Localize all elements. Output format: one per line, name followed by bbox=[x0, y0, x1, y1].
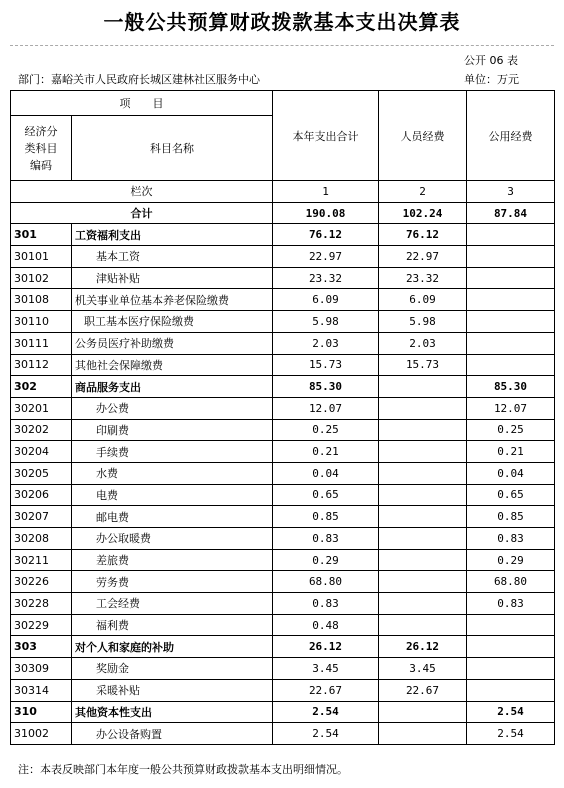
table-row bbox=[11, 571, 555, 593]
row-name: 其他社会保障缴费 bbox=[72, 354, 273, 376]
row-code: 303 bbox=[11, 636, 72, 658]
table-row bbox=[11, 723, 555, 745]
column-number: 3 bbox=[467, 181, 555, 203]
unit-label: 单位：万元 bbox=[464, 73, 519, 86]
table-row bbox=[11, 549, 555, 571]
header-public: 公用经费 bbox=[467, 91, 555, 181]
page-title: 一般公共预算财政拨款基本支出决算表 bbox=[103, 10, 461, 34]
column-number: 1 bbox=[273, 181, 379, 203]
row-personnel: 5.98 bbox=[379, 311, 467, 333]
row-total: 0.83 bbox=[273, 593, 379, 615]
row-code: 310 bbox=[11, 701, 72, 723]
table-row bbox=[11, 441, 555, 463]
row-personnel bbox=[379, 549, 467, 571]
summary-label: 合计 bbox=[11, 202, 273, 224]
row-name: 水费 bbox=[72, 462, 273, 484]
row-name: 办公取暖费 bbox=[72, 528, 273, 550]
table-row bbox=[11, 376, 555, 398]
row-name: 劳务费 bbox=[72, 571, 273, 593]
row-personnel: 6.09 bbox=[379, 289, 467, 311]
summary-total: 190.08 bbox=[273, 202, 379, 224]
row-personnel: 23.32 bbox=[379, 267, 467, 289]
row-name: 办公设备购置 bbox=[72, 723, 273, 745]
row-public: 2.54 bbox=[467, 701, 555, 723]
row-public: 0.04 bbox=[467, 462, 555, 484]
row-total: 0.48 bbox=[273, 614, 379, 636]
row-total: 0.29 bbox=[273, 549, 379, 571]
row-personnel: 22.67 bbox=[379, 679, 467, 701]
row-code: 30111 bbox=[11, 332, 72, 354]
row-public: 0.25 bbox=[467, 419, 555, 441]
row-code: 30201 bbox=[11, 397, 72, 419]
row-total: 2.54 bbox=[273, 701, 379, 723]
row-public bbox=[467, 311, 555, 333]
row-name: 电费 bbox=[72, 484, 273, 506]
summary-public: 87.84 bbox=[467, 202, 555, 224]
expenditure-table bbox=[10, 90, 555, 745]
row-name: 奖励金 bbox=[72, 658, 273, 680]
row-name: 印刷费 bbox=[72, 419, 273, 441]
row-code: 30228 bbox=[11, 593, 72, 615]
row-total: 2.54 bbox=[273, 723, 379, 745]
table-row bbox=[11, 311, 555, 333]
header-item-name: 科目名称 bbox=[72, 116, 273, 181]
row-total: 68.80 bbox=[273, 571, 379, 593]
row-name: 基本工资 bbox=[72, 246, 273, 268]
row-name: 工资福利支出 bbox=[72, 224, 273, 246]
row-personnel bbox=[379, 723, 467, 745]
row-name: 公务员医疗补助缴费 bbox=[72, 332, 273, 354]
summary-personnel: 102.24 bbox=[379, 202, 467, 224]
table-row bbox=[11, 419, 555, 441]
row-total: 22.67 bbox=[273, 679, 379, 701]
row-total: 0.83 bbox=[273, 528, 379, 550]
row-total: 0.65 bbox=[273, 484, 379, 506]
row-code: 30309 bbox=[11, 658, 72, 680]
row-total: 0.21 bbox=[273, 441, 379, 463]
row-code: 301 bbox=[11, 224, 72, 246]
header-total: 本年支出合计 bbox=[273, 91, 379, 181]
row-personnel bbox=[379, 506, 467, 528]
row-personnel: 15.73 bbox=[379, 354, 467, 376]
row-total: 85.30 bbox=[273, 376, 379, 398]
row-code: 30226 bbox=[11, 571, 72, 593]
row-public: 0.29 bbox=[467, 549, 555, 571]
row-total: 0.85 bbox=[273, 506, 379, 528]
table-row bbox=[11, 658, 555, 680]
row-name: 其他资本性支出 bbox=[72, 701, 273, 723]
row-name: 邮电费 bbox=[72, 506, 273, 528]
row-public: 85.30 bbox=[467, 376, 555, 398]
row-code: 30112 bbox=[11, 354, 72, 376]
footnote: 注：本表反映部门本年度一般公共预算财政拨款基本支出明细情况。 bbox=[18, 763, 348, 776]
row-public bbox=[467, 246, 555, 268]
header-econ-code-line: 编码 bbox=[30, 158, 52, 172]
table-row bbox=[11, 332, 555, 354]
title-divider bbox=[10, 45, 554, 46]
header-personnel: 人员经费 bbox=[379, 91, 467, 181]
table-row bbox=[11, 397, 555, 419]
row-code: 31002 bbox=[11, 723, 72, 745]
header-item: 项 目 bbox=[11, 91, 273, 116]
row-code: 30314 bbox=[11, 679, 72, 701]
row-code: 30206 bbox=[11, 484, 72, 506]
row-public bbox=[467, 679, 555, 701]
row-personnel bbox=[379, 593, 467, 615]
row-personnel bbox=[379, 419, 467, 441]
row-public bbox=[467, 636, 555, 658]
table-row bbox=[11, 528, 555, 550]
table-row bbox=[11, 636, 555, 658]
row-total: 76.12 bbox=[273, 224, 379, 246]
table-row bbox=[11, 267, 555, 289]
row-public: 2.54 bbox=[467, 723, 555, 745]
table-row bbox=[11, 289, 555, 311]
row-public: 0.83 bbox=[467, 593, 555, 615]
row-public: 0.83 bbox=[467, 528, 555, 550]
row-personnel bbox=[379, 376, 467, 398]
row-code: 302 bbox=[11, 376, 72, 398]
table-row bbox=[11, 462, 555, 484]
row-personnel bbox=[379, 701, 467, 723]
row-personnel bbox=[379, 397, 467, 419]
row-code: 30229 bbox=[11, 614, 72, 636]
row-public: 68.80 bbox=[467, 571, 555, 593]
row-personnel bbox=[379, 571, 467, 593]
table-row bbox=[11, 701, 555, 723]
row-code: 30108 bbox=[11, 289, 72, 311]
row-public: 0.85 bbox=[467, 506, 555, 528]
row-total: 3.45 bbox=[273, 658, 379, 680]
table-row bbox=[11, 484, 555, 506]
row-total: 22.97 bbox=[273, 246, 379, 268]
row-code: 30202 bbox=[11, 419, 72, 441]
row-personnel: 22.97 bbox=[379, 246, 467, 268]
row-name: 对个人和家庭的补助 bbox=[72, 636, 273, 658]
row-total: 0.25 bbox=[273, 419, 379, 441]
row-total: 2.03 bbox=[273, 332, 379, 354]
row-name: 采暖补贴 bbox=[72, 679, 273, 701]
row-public bbox=[467, 224, 555, 246]
row-personnel: 76.12 bbox=[379, 224, 467, 246]
header-econ-code-line: 经济分 bbox=[24, 124, 58, 138]
column-sequence-label: 栏次 bbox=[11, 181, 273, 203]
table-row bbox=[11, 679, 555, 701]
row-name: 手续费 bbox=[72, 441, 273, 463]
row-public: 0.21 bbox=[467, 441, 555, 463]
table-row bbox=[11, 614, 555, 636]
row-code: 30110 bbox=[11, 311, 72, 333]
department-label: 部门：嘉峪关市人民政府长城区建林社区服务中心 bbox=[18, 73, 260, 86]
table-row bbox=[11, 593, 555, 615]
row-code: 30101 bbox=[11, 246, 72, 268]
row-personnel bbox=[379, 528, 467, 550]
row-total: 6.09 bbox=[273, 289, 379, 311]
row-total: 0.04 bbox=[273, 462, 379, 484]
row-public bbox=[467, 289, 555, 311]
row-name: 职工基本医疗保险缴费 bbox=[72, 311, 273, 333]
table-row bbox=[11, 246, 555, 268]
row-public: 12.07 bbox=[467, 397, 555, 419]
row-personnel: 2.03 bbox=[379, 332, 467, 354]
row-code: 30211 bbox=[11, 549, 72, 571]
row-public bbox=[467, 614, 555, 636]
table-row bbox=[11, 506, 555, 528]
header-econ-code bbox=[11, 116, 72, 181]
row-name: 办公费 bbox=[72, 397, 273, 419]
row-code: 30207 bbox=[11, 506, 72, 528]
row-total: 23.32 bbox=[273, 267, 379, 289]
header-econ-code-line: 类科目 bbox=[24, 141, 58, 155]
row-personnel bbox=[379, 462, 467, 484]
row-name: 津贴补贴 bbox=[72, 267, 273, 289]
row-code: 30205 bbox=[11, 462, 72, 484]
table-row bbox=[11, 224, 555, 246]
row-personnel bbox=[379, 484, 467, 506]
row-public bbox=[467, 267, 555, 289]
row-total: 15.73 bbox=[273, 354, 379, 376]
row-personnel bbox=[379, 614, 467, 636]
row-name: 机关事业单位基本养老保险缴费 bbox=[72, 289, 273, 311]
row-public: 0.65 bbox=[467, 484, 555, 506]
table-row bbox=[11, 354, 555, 376]
row-name: 差旅费 bbox=[72, 549, 273, 571]
row-personnel bbox=[379, 441, 467, 463]
row-personnel: 26.12 bbox=[379, 636, 467, 658]
row-total: 26.12 bbox=[273, 636, 379, 658]
row-total: 5.98 bbox=[273, 311, 379, 333]
row-total: 12.07 bbox=[273, 397, 379, 419]
table-number: 公开 06 表 bbox=[464, 54, 518, 67]
row-name: 工会经费 bbox=[72, 593, 273, 615]
column-number: 2 bbox=[379, 181, 467, 203]
row-code: 30208 bbox=[11, 528, 72, 550]
row-public bbox=[467, 658, 555, 680]
row-name: 商品服务支出 bbox=[72, 376, 273, 398]
row-code: 30204 bbox=[11, 441, 72, 463]
row-code: 30102 bbox=[11, 267, 72, 289]
row-public bbox=[467, 332, 555, 354]
row-name: 福利费 bbox=[72, 614, 273, 636]
row-public bbox=[467, 354, 555, 376]
row-personnel: 3.45 bbox=[379, 658, 467, 680]
